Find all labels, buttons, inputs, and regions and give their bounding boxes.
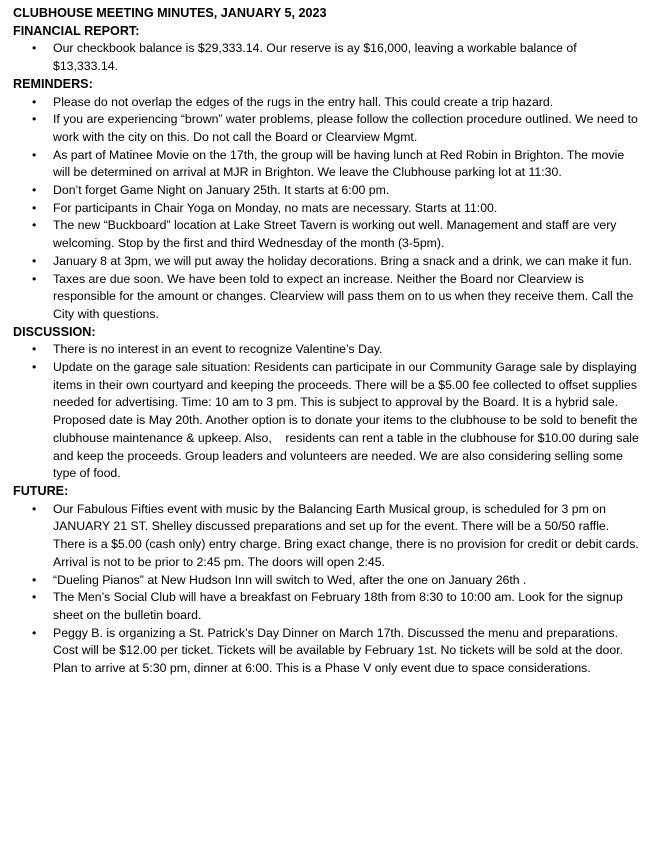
list-item: • There is no interest in an event to recognize Valentine’s Day. bbox=[13, 341, 639, 359]
list-item: • January 8 at 3pm, we will put away the holiday decorations. Bring a snack and a drink, we can make it fun. bbox=[13, 253, 639, 271]
list-item: • Peggy B. is organizing a St. Patrick’s Day Dinner on March 17th. Discussed the menu and preparations. Cost will be $12.00 per ticket. Tickets will be available by February 1st. No tickets will be sold at the door. Plan to arrive at 5:30 pm, dinner at 6:00. This is a Phase V only event due to space considerations. bbox=[13, 625, 639, 678]
list-item: • Taxes are due soon. We have been told to expect an increase. Neither the Board nor Clearview is responsible for the amount or changes. Clearview will pass them on to us when they receive them. Call the City with questions. bbox=[13, 271, 639, 324]
list-item: • Update on the garage sale situation: Residents can participate in our Community Garage sale by displaying items in their own courtyard and keeping the proceeds. There will be a $5.00 fee collected to offset supplies needed for advertising. Time: 10 am to 3 pm. This is subject to approval by the Board. It is a hybrid sale. Proposed date is May 20th. Another option is to donate your items to the clubhouse to be sold to benefit the clubhouse maintenance & upkeep. Also, residents can rent a table in the clubhouse for $10.00 during sale and keep the proceeds. Group leaders and volunteers are needed. We are also considering selling some type of food. bbox=[13, 359, 639, 483]
document-title: CLUBHOUSE MEETING MINUTES, JANUARY 5, 2023 bbox=[13, 6, 327, 20]
bullet-list bbox=[13, 501, 639, 678]
list-item: • “Dueling Pianos” at New Hudson Inn will switch to Wed, after the one on January 26th . bbox=[13, 572, 639, 590]
section-heading: DISCUSSION: bbox=[13, 324, 96, 339]
bullet-list bbox=[13, 94, 639, 324]
section-reminders bbox=[13, 76, 639, 324]
list-item: • As part of Matinee Movie on the 17th, the group will be having lunch at Red Robin in Brighton. The movie will be determined on arrival at MJR in Brighton. We leave the Clubhouse parking lot at 11:30. bbox=[13, 147, 639, 182]
section-heading: FUTURE: bbox=[13, 483, 69, 498]
list-item: • Our Fabulous Fifties event with music by the Balancing Earth Musical group, is scheduled for 3 pm on JANUARY 21 ST. Shelley discussed preparations and set up for the event. There will be a 50/50 raffle. There is a $5.00 (cash only) entry charge. Bring exact change, there is no provision for credit or debit cards. Arrival is not to be prior to 2:45 pm. The doors will open 2:45. bbox=[13, 501, 639, 572]
section-discussion bbox=[13, 324, 643, 483]
list-item: • Don’t forget Game Night on January 25th. It starts at 6:00 pm. bbox=[13, 182, 639, 200]
list-item: • For participants in Chair Yoga on Monday, no mats are necessary. Starts at 11:00. bbox=[13, 200, 639, 218]
section-financial-report bbox=[13, 23, 639, 76]
section-heading: REMINDERS: bbox=[13, 76, 93, 91]
list-item: • If you are experiencing “brown” water problems, please follow the collection procedure outlined. We need to work with the city on this. Do not call the Board or Clearview Mgmt. bbox=[13, 111, 639, 146]
list-item: • Our checkbook balance is $29,333.14. Our reserve is ay $16,000, leaving a workable balance of $13,333.14. bbox=[13, 40, 639, 75]
section-future bbox=[13, 483, 639, 678]
bullet-list bbox=[13, 341, 643, 483]
list-item: • The Men’s Social Club will have a breakfast on February 18th from 8:30 to 10:00 am. Look for the signup sheet on the bulletin board. bbox=[13, 589, 639, 624]
list-item: • The new “Buckboard” location at Lake Street Tavern is working out well. Management and staff are very welcoming. Stop by the first and third Wednesday of the month (3-5pm). bbox=[13, 217, 639, 252]
section-heading: FINANCIAL REPORT: bbox=[13, 23, 140, 38]
list-item: • Please do not overlap the edges of the rugs in the entry hall. This could create a trip hazard. bbox=[13, 94, 639, 112]
bullet-list bbox=[13, 40, 639, 75]
